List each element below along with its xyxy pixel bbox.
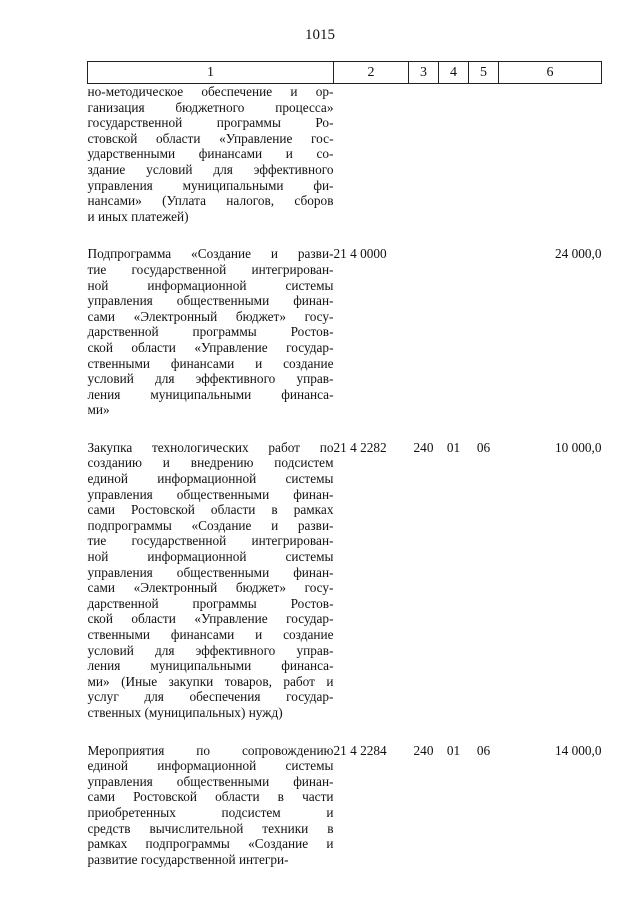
description-line: ской области «Управление государ- xyxy=(87,339,334,355)
row-amount: 24 000,0 xyxy=(554,246,602,262)
description-line: управления общественными финан- xyxy=(87,773,334,789)
table-row xyxy=(88,743,602,868)
description-line: средств вычислительной техники в xyxy=(87,820,334,836)
description-line: Закупка технологических работ по xyxy=(87,439,334,455)
column-header-3: 3 xyxy=(409,62,439,84)
row-spacer xyxy=(88,224,602,246)
row-expense-type-code xyxy=(409,84,439,225)
row-subsection-code xyxy=(469,246,499,418)
description-line: ственных (муниципальных) нужд) xyxy=(87,704,283,720)
description-line: рамках подпрограммы «Создание и xyxy=(87,836,334,852)
description-line: управления муниципальными фи- xyxy=(87,177,334,193)
table-row xyxy=(88,440,602,721)
column-header-2: 2 xyxy=(334,62,409,84)
description-line: созданию и внедрению подсистем xyxy=(87,455,334,471)
row-expense-type-code: 240 xyxy=(413,439,434,455)
description-line: тие государственной интегрирован- xyxy=(87,533,334,549)
description-line: управления общественными финан- xyxy=(87,564,334,580)
row-amount: 14 000,0 xyxy=(554,742,602,758)
description-line: единой информационной системы xyxy=(87,758,334,774)
row-subsection-code: 06 xyxy=(476,439,491,455)
column-header-4: 4 xyxy=(439,62,469,84)
column-header-1: 1 xyxy=(88,62,334,84)
column-number-header-row xyxy=(88,62,602,84)
description-line: ми» xyxy=(87,402,110,418)
description-line: Подпрограмма «Создание и разви- xyxy=(87,246,334,262)
description-line: стовской области «Управление гос- xyxy=(87,130,334,146)
description-line: ной информационной системы xyxy=(87,277,334,293)
description-line: тие государственной интегрирован- xyxy=(87,261,334,277)
description-line: ления муниципальными финанса- xyxy=(87,658,334,674)
description-line: нансами» (Уплата налогов, сборов xyxy=(87,193,334,209)
description-line: ственными финансами и создание xyxy=(87,627,334,642)
description-line: управления общественными финан- xyxy=(87,486,334,502)
description-line: сами Ростовской области в части xyxy=(87,789,334,805)
description-line: ганизация бюджетного процесса» xyxy=(87,99,334,115)
row-amount xyxy=(499,84,602,225)
description-line: дарственной программы Ростов- xyxy=(87,595,334,611)
description-line: подпрограммы «Создание и разви- xyxy=(87,517,334,533)
row-spacer xyxy=(88,418,602,440)
row-section-code: 01 xyxy=(446,439,461,455)
table-row xyxy=(88,246,602,418)
row-section-code: 01 xyxy=(446,742,461,758)
row-spacer-cell xyxy=(88,721,602,743)
budget-table xyxy=(87,61,602,867)
description-line: сами Ростовской области в рамках xyxy=(87,502,334,518)
row-target-article-code xyxy=(334,84,409,225)
description-line: ми» (Иные закупки товаров, работ и xyxy=(87,673,334,689)
description-line: условий для эффективного управ- xyxy=(87,642,334,658)
row-subsection-code xyxy=(469,84,499,225)
description-line: управления общественными финан- xyxy=(87,293,334,309)
row-description xyxy=(88,743,334,868)
row-amount: 10 000,0 xyxy=(554,439,602,455)
row-expense-type-code: 240 xyxy=(413,742,434,758)
row-description xyxy=(88,84,334,225)
description-line: государственной программы Ро- xyxy=(87,115,334,131)
row-description xyxy=(88,246,334,418)
description-line: ственными финансами и создание xyxy=(87,355,334,371)
description-line: единой информационной системы xyxy=(87,471,334,487)
description-line: дарственной программы Ростов- xyxy=(87,324,334,340)
row-target-article-code: 21 4 0000 xyxy=(333,246,387,262)
row-target-article-code: 21 4 2284 xyxy=(333,742,387,758)
description-line: ления муниципальными финанса- xyxy=(87,386,334,402)
description-line: условий для эффективного управ- xyxy=(87,371,334,387)
row-target-article-code: 21 4 2282 xyxy=(333,439,387,455)
page-number: 1015 xyxy=(305,27,335,43)
row-description xyxy=(88,440,334,721)
column-header-6: 6 xyxy=(499,62,602,84)
description-line: Мероприятия по сопровождению xyxy=(87,742,334,758)
description-line: приобретенных подсистем и xyxy=(87,804,334,820)
table-row xyxy=(88,84,602,225)
table-body xyxy=(88,84,602,868)
column-header-5: 5 xyxy=(469,62,499,84)
row-spacer-cell xyxy=(88,224,602,246)
row-spacer-cell xyxy=(88,418,602,440)
description-line: ской области «Управление государ- xyxy=(87,611,334,627)
description-line: развитие государственной интегри- xyxy=(87,851,289,867)
row-section-code xyxy=(439,84,469,225)
description-line: ударственными финансами и со- xyxy=(87,146,334,162)
description-line: здание условий для эффективного xyxy=(87,161,334,177)
description-line: ной информационной системы xyxy=(87,549,334,565)
row-section-code xyxy=(439,246,469,418)
row-spacer xyxy=(88,721,602,743)
description-line: но-методическое обеспечение и ор- xyxy=(87,84,334,99)
row-expense-type-code xyxy=(409,246,439,418)
row-subsection-code: 06 xyxy=(476,742,491,758)
description-line: сами «Электронный бюджет» госу- xyxy=(87,308,334,324)
description-line: услуг для обеспечения государ- xyxy=(87,689,334,705)
description-line: сами «Электронный бюджет» госу- xyxy=(87,580,334,596)
description-line: и иных платежей) xyxy=(87,208,189,224)
